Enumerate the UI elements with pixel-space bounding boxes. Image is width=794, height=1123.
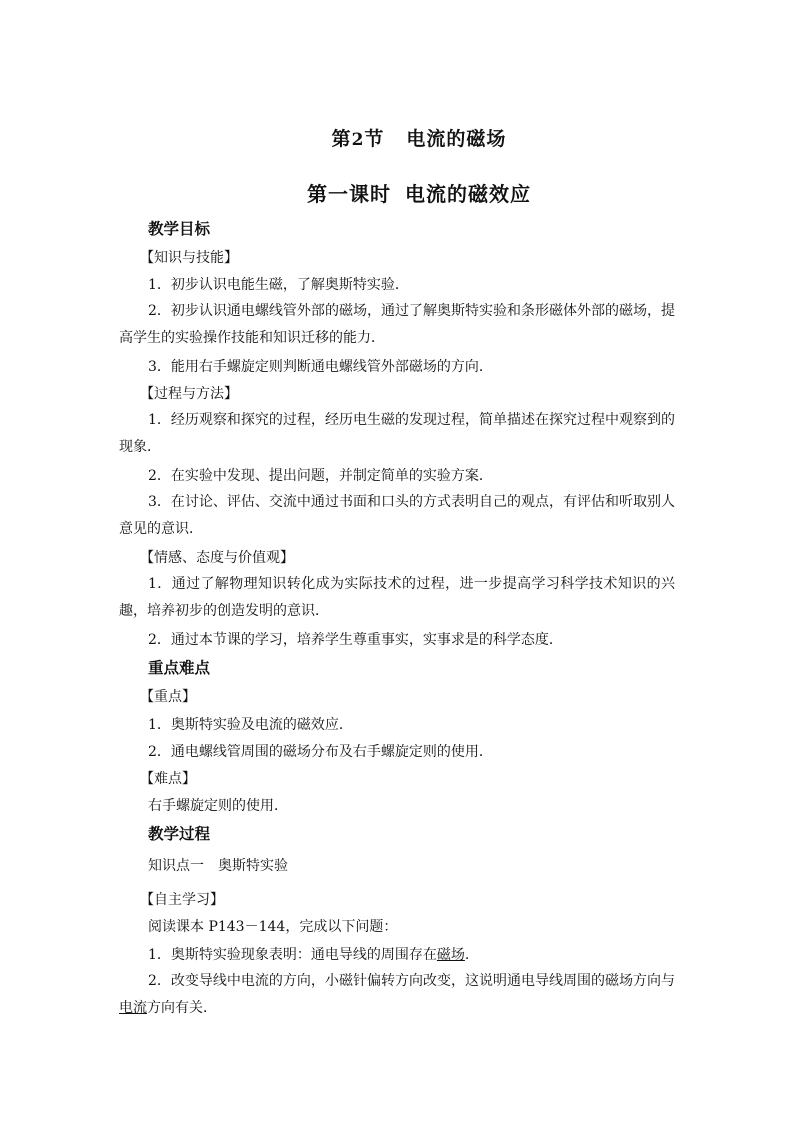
key-points-heading: 重点难点 (148, 658, 211, 677)
question-2 (119, 968, 675, 1022)
lesson-name: 电流的磁效应 (405, 182, 531, 206)
emotion-item-1: 1．通过了解物理知识转化成为实际技术的过程，进一步提高学习科学技术知识的兴趣，培养初步的创造发明的意识． (119, 576, 675, 619)
question-2-answer: 电流 (119, 1000, 147, 1016)
knowledge-item-3: 3．能用右手螺旋定则判断通电螺线管外部磁场的方向． (148, 359, 493, 375)
lesson-prefix: 第一课时 (307, 182, 391, 206)
knowledge-label: 【知识与技能】 (140, 250, 238, 266)
self-study-label: 【自主学习】 (140, 892, 224, 908)
question-1-suffix: . (464, 947, 470, 963)
question-1-answer: 磁场 (436, 947, 465, 963)
section-prefix: 第 (331, 128, 352, 150)
focus-label: 【重点】 (140, 689, 196, 705)
emotion-item-2: 2．通过本节课的学习，培养学生尊重事实，实事求是的科学态度． (148, 632, 563, 648)
objectives-heading: 教学目标 (148, 219, 211, 238)
question-1-prefix: 1．奥斯特实验现象表明：通电导线的周围存在 (148, 947, 437, 963)
lesson-title (22, 178, 794, 207)
knowledge-item-2: 2．初步认识通电螺线管外部的磁场，通过了解奥斯特实验和条形磁体外部的磁场，提高学生的实验操作技能和知识迁移的能力． (119, 303, 675, 346)
question-2-prefix: 2．改变导线中电流的方向，小磁针偏转方向改变，这说明通电导线周围的磁场方向与 (148, 973, 675, 989)
knowledge-point-title: 知识点一 奥斯特实验 (148, 858, 288, 874)
emotion-label: 【情感、态度与价值观】 (140, 550, 294, 566)
process-label: 【过程与方法】 (140, 386, 238, 402)
section-suffix: 节 (364, 128, 385, 150)
process-item-3: 3．在讨论、评估、交流中通过书面和口头的方式表明自己的观点，有评估和听取别人意见的意识． (119, 494, 675, 537)
process-item-1: 1．经历观察和探究的过程，经历电生磁的发现过程，简单描述在探究过程中观察到的现象． (119, 412, 675, 455)
question-2-suffix: 方向有关． (147, 1000, 217, 1016)
difficulty-label: 【难点】 (140, 771, 196, 787)
section-name: 电流的磁场 (406, 128, 507, 150)
section-number: 2 (351, 130, 365, 150)
difficulty-text: 右手螺旋定则的使用． (148, 798, 288, 814)
teaching-process-heading: 教学过程 (148, 824, 211, 843)
process-item-2: 2．在实验中发现、提出问题，并制定简单的实验方案． (148, 468, 493, 484)
question-1 (148, 946, 469, 964)
knowledge-item-1: 1．初步认识电能生磁，了解奥斯特实验． (148, 277, 409, 293)
focus-item-1: 1．奥斯特实验及电流的磁效应． (148, 717, 353, 733)
focus-item-2: 2．通电螺线管周围的磁场分布及右手螺旋定则的使用． (148, 744, 493, 760)
section-title (22, 124, 794, 151)
reading-prompt: 阅读课本 P143－144，完成以下问题： (148, 919, 398, 935)
